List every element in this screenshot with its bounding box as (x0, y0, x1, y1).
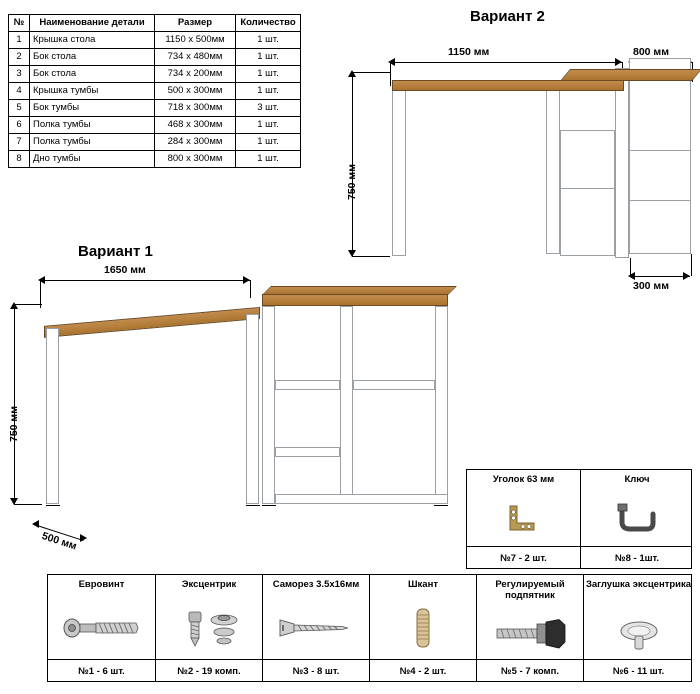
v2-side-label: 300 мм (633, 280, 669, 292)
v2-shelf-line-2 (629, 200, 691, 201)
self-tapping-screw-icon (263, 616, 369, 640)
v1-height-ext-bottom (14, 504, 42, 505)
v1-depth-arrow-left (32, 520, 39, 528)
cell-num: 5 (9, 100, 30, 117)
v1-worktop-left (44, 307, 260, 338)
v1-width-dim-line (40, 280, 250, 281)
hardware-bottom-grid (47, 574, 692, 682)
v1-foot-2 (246, 505, 260, 506)
v1-middle-leg (246, 314, 259, 504)
variant2-drawing (330, 40, 700, 290)
v1-height-dim-line (14, 304, 15, 504)
col-name: Наименование детали (30, 15, 155, 32)
table-row (9, 83, 301, 100)
cell-qty: 3 шт. (236, 100, 301, 117)
table-row (9, 32, 301, 49)
v1-width-label: 1650 мм (104, 264, 146, 276)
v1-depth-arrow-right (80, 534, 87, 542)
v1-height-ext-top (14, 304, 42, 305)
table-row (9, 100, 301, 117)
cam-cover-cap-icon (584, 620, 693, 652)
hardware-item-corner-bracket (467, 470, 580, 568)
v2-side-arrow-right (683, 272, 690, 280)
cell-size: 500 x 300мм (155, 83, 236, 100)
cell-qty: 1 шт. (236, 151, 301, 168)
hex-key-icon (581, 502, 693, 536)
hardware-qty: №7 - 2 шт. (500, 553, 547, 564)
hardware-top-grid (466, 469, 692, 569)
cell-qty: 1 шт. (236, 83, 301, 100)
cell-qty: 1 шт. (236, 49, 301, 66)
v1-shelf-left-panel (262, 306, 275, 504)
v2-shelf-line-3 (560, 188, 615, 189)
v2-width-arrow-right (615, 58, 622, 66)
cell-name: Полка тумбы (30, 117, 155, 134)
cell-size: 718 x 300мм (155, 100, 236, 117)
v2-side-ext-left (630, 258, 631, 276)
v1-shelf-board-left (275, 380, 340, 390)
cell-qty: 1 шт. (236, 66, 301, 83)
col-size: Размер (155, 15, 236, 32)
hardware-qty: №8 - 1шт. (615, 553, 659, 564)
col-qty: Количество (236, 15, 301, 32)
col-num: № (9, 15, 30, 32)
v2-side-dim-line (630, 276, 690, 277)
hardware-item-dowel (369, 575, 476, 681)
hardware-title: Саморез 3.5x16мм (272, 579, 360, 590)
cell-num: 8 (9, 151, 30, 168)
cell-num: 2 (9, 49, 30, 66)
cell-name: Полка тумбы (30, 134, 155, 151)
v2-worktop-front (392, 80, 624, 91)
cell-size: 734 x 480мм (155, 49, 236, 66)
v1-shelf-bottom-board (275, 494, 448, 504)
hardware-item-self-tapping-screw (262, 575, 369, 681)
adjustable-foot-icon (477, 619, 583, 649)
cell-num: 6 (9, 117, 30, 134)
cell-name: Бок стола (30, 49, 155, 66)
hardware-top-separator (467, 546, 691, 547)
variant1-title: Вариант 1 (78, 243, 153, 260)
corner-bracket-icon (467, 502, 580, 536)
variant2-title: Вариант 2 (470, 8, 545, 25)
hardware-bottom-separator (48, 659, 691, 660)
v2-depth-label: 800 мм (633, 46, 669, 58)
v2-height-ext-bottom (352, 256, 390, 257)
v2-width-ext-left (390, 62, 391, 86)
cell-size: 468 x 300мм (155, 117, 236, 134)
v1-foot-4 (434, 505, 448, 506)
v1-width-arrow-right (243, 276, 250, 284)
hardware-item-cam-lock (155, 575, 262, 681)
v2-pedestal-inner-panel (615, 68, 629, 258)
hardware-title: Ключ (624, 474, 650, 485)
cell-name: Бок тумбы (30, 100, 155, 117)
parts-table (8, 14, 301, 168)
hardware-item-cam-cover-cap (583, 575, 693, 681)
table-row (9, 49, 301, 66)
hardware-title: Шкант (408, 579, 438, 590)
table-header-row (9, 15, 301, 32)
hardware-title: Заглушка эксцентрика (585, 579, 692, 590)
cell-name: Крышка тумбы (30, 83, 155, 100)
hardware-item-euro-screw (48, 575, 155, 681)
v2-pedestal-side-panel (629, 58, 691, 254)
v2-left-leg (392, 88, 406, 256)
v2-pedestal-cell-left (560, 130, 615, 256)
hardware-title: Евровинт (78, 579, 125, 590)
v1-worktop-right (262, 294, 448, 306)
table-row (9, 66, 301, 83)
cell-size: 734 x 200мм (155, 66, 236, 83)
hardware-qty: №1 - 6 шт. (78, 666, 125, 677)
v1-shelf-mid-panel (340, 306, 353, 504)
v2-side-ext-right (691, 254, 692, 276)
v1-width-ext-right (250, 280, 251, 298)
cell-name: Крышка стола (30, 32, 155, 49)
hardware-title: Уголок 63 мм (492, 474, 555, 485)
hardware-title: Эксцентрик (181, 579, 237, 590)
v2-height-ext-top (352, 72, 390, 73)
hardware-title: Регулируемый подпятник (495, 579, 565, 601)
hardware-qty: №6 - 11 шт. (612, 666, 665, 677)
hardware-item-adjustable-foot (476, 575, 583, 681)
hardware-qty: №4 - 2 шт. (399, 666, 447, 677)
v2-height-label: 750 мм (346, 164, 358, 200)
v1-foot-3 (262, 505, 276, 506)
v2-width-label: 1150 мм (448, 46, 490, 58)
v1-shelf-board-left-2 (275, 447, 340, 457)
v1-height-label: 750 мм (8, 406, 20, 442)
table-row (9, 134, 301, 151)
hardware-item-hex-key (580, 470, 693, 568)
v1-worktop-right-back (262, 286, 457, 295)
cell-size: 284 x 300мм (155, 134, 236, 151)
v2-shelf-line-1 (629, 150, 691, 151)
cell-qty: 1 шт. (236, 32, 301, 49)
hardware-qty: №5 - 7 комп. (501, 666, 559, 677)
cell-name: Бок стола (30, 66, 155, 83)
variant1-drawing (0, 262, 470, 562)
v1-left-leg (46, 328, 59, 504)
cell-size: 1150 x 500мм (155, 32, 236, 49)
cell-qty: 1 шт. (236, 134, 301, 151)
table-row (9, 151, 301, 168)
cell-qty: 1 шт. (236, 117, 301, 134)
euro-screw-icon (48, 616, 155, 640)
cell-size: 800 x 300мм (155, 151, 236, 168)
v2-width-dim-line (390, 62, 622, 63)
cell-num: 3 (9, 66, 30, 83)
cell-num: 7 (9, 134, 30, 151)
cell-name: Дно тумбы (30, 151, 155, 168)
hardware-qty: №2 - 19 комп. (177, 666, 241, 677)
v1-shelf-board-right (353, 380, 435, 390)
table-row (9, 117, 301, 134)
hardware-qty: №3 - 8 шт. (292, 666, 340, 677)
v1-depth-label: 500 мм (40, 530, 79, 553)
cell-num: 4 (9, 83, 30, 100)
cam-lock-icon (156, 606, 262, 650)
v1-foot-1 (46, 505, 60, 506)
dowel-icon (370, 605, 476, 651)
v1-shelf-right-panel (435, 306, 448, 504)
v2-pedestal-front-panel (546, 86, 560, 254)
cell-num: 1 (9, 32, 30, 49)
